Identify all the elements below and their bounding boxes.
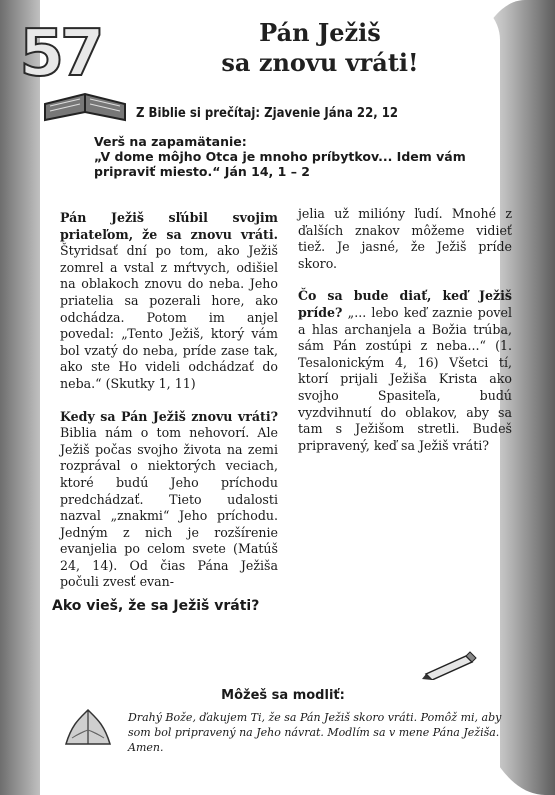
paragraph-2-body: Biblia nám o tom nehovorí. Ale Ježiš počas svojho života na zemi rozprával o niektorých veciach, ktoré budú Jeho príchodu predchádzať. Tieto udalosti nazval „znakmi“ Jeho príchodu. Jedným z nich je rozšírenie evanjelia po celom svete (Matúš 24, 14). Od čias Pána Ježiša počuli zvesť evan- xyxy=(60,425,278,590)
prayer-section xyxy=(58,688,508,754)
prayer-text: Drahý Bože, ďakujem Ti, že sa Pán Ježiš skoro vráti. Pomôž mi, aby som bol pripravený na Jeho návrat. Modlím sa v mene Pána Ježiša. Amen. xyxy=(128,711,502,754)
memory-verse-text: „V dome môjho Otca je mnoho príbytkov... Idem vám pripraviť miesto.“ Ján 14, 1 – 2 xyxy=(94,149,466,179)
pencil-icon xyxy=(420,650,480,680)
left-column xyxy=(60,210,278,607)
number-badge: 57 xyxy=(19,17,101,91)
paragraph-2 xyxy=(60,409,278,592)
praying-hands-icon xyxy=(58,704,118,750)
title-line-2: sa znovu vráti! xyxy=(221,48,419,77)
paragraph-4-lead: Čo sa bude diať, keď Ježiš príde? xyxy=(298,288,512,320)
paragraph-2-lead: Kedy sa Pán Ježiš znovu vráti? xyxy=(60,408,278,424)
paragraph-3 xyxy=(298,206,512,272)
right-column xyxy=(298,206,512,470)
memory-verse-label: Verš na zapamätanie: xyxy=(94,134,247,149)
paragraph-1-lead: Pán Ježiš sľúbil svojim priateľom, že sa znovu vráti. xyxy=(60,210,278,242)
memory-verse xyxy=(94,134,504,179)
open-book-icon xyxy=(40,86,130,126)
paragraph-4-body: „... lebo keď zaznie povel a hlas archanjela a Božia trúba, sám Pán zostúpi z neba...“ (1. Tesalonickým 4, 16) Všetci tí, ktorí prijali Ježiša Krista ako svojho Spasiteľa, budú vyzdvihnutí do oblakov, aby sa tam s Ježišom stretli. Budeš pripravený, keď sa Ježiš vráti? xyxy=(298,304,512,453)
title-line-1: Pán Ježiš xyxy=(259,18,381,47)
prayer-title: Môžeš sa modliť: xyxy=(221,688,345,703)
paragraph-3-body: jelia už milióny ľudí. Mnohé z ďalších znakov môžeme vidieť tiež. Je jasné, že Ježiš príde skoro. xyxy=(298,206,512,271)
paragraph-4 xyxy=(298,288,512,454)
paragraph-1-body: Štyridsať dní po tom, ako Ježiš zomrel a vstal z mŕtvych, odišiel na oblakoch znovu do neba. Jeho priatelia sa pozerali hore, ako odchádza. Potom im anjel povedal: „Tento Ježiš, ktorý vám bol vzatý do neba, príde zase tak, ako ste Ho videli odchádzať do neba.“ (Skutky 1, 11) xyxy=(60,243,278,391)
question-heading: Ako vieš, že sa Ježiš vráti? xyxy=(52,598,260,614)
paragraph-1 xyxy=(60,210,278,393)
page-title xyxy=(190,18,450,78)
bible-reference: Z Biblie si prečítaj: Zjavenie Jána 22, 12 xyxy=(136,106,398,121)
